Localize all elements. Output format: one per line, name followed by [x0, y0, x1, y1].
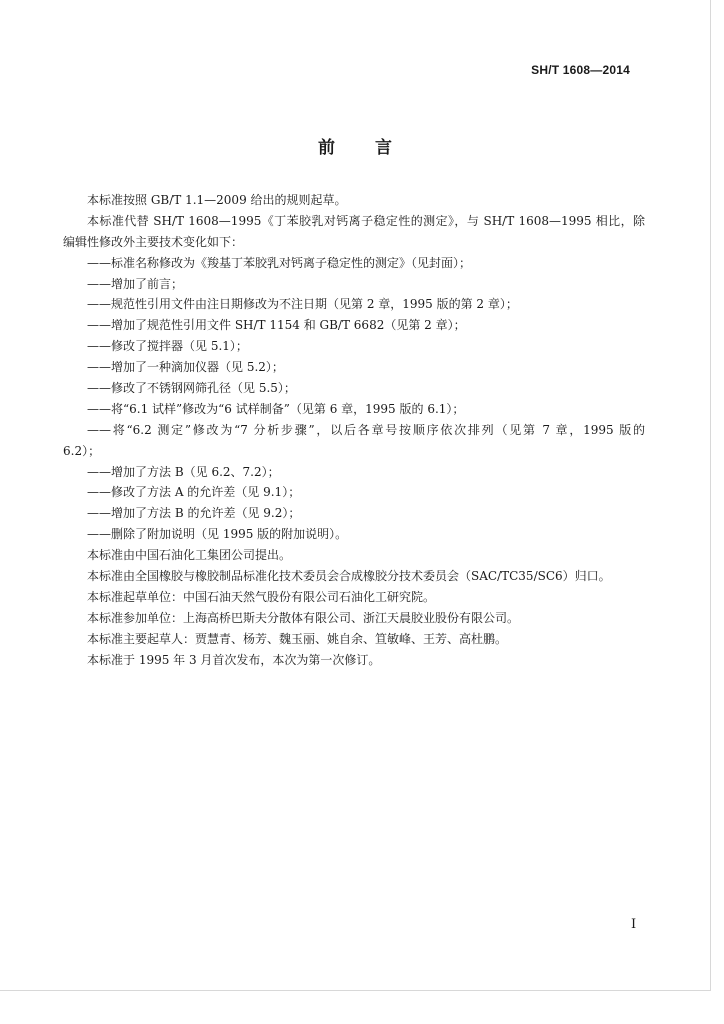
paragraph-line: 本标准由全国橡胶与橡胶制品标准化技术委员会合成橡胶分技术委员会（SAC/TC35/SC6）归口。 — [87, 569, 611, 584]
list-item: ——增加了规范性引用文件 SH/T 1154 和 GB/T 6682（见第 2 章）； — [87, 318, 466, 333]
title-char-2: 言 — [375, 138, 392, 158]
list-item: ——规范性引用文件由注日期修改为不注日期（见第 2 章，1995 版的第 2 章）； — [87, 297, 518, 312]
list-item: ——将“6.2 测定”修改为“7 分析步骤”，以后各章号按顺序依次排列（见第 7 章，1995 版的 — [87, 422, 645, 437]
list-item: ——增加了方法 B 的允许差（见 9.2）； — [87, 506, 301, 521]
list-item: ——增加了前言； — [87, 276, 184, 291]
paragraph-line: 本标准于 1995 年 3 月首次发布，本次为第一次修订。 — [87, 652, 381, 667]
list-item: ——将“6.1 试样”修改为“6 试样制备”（见第 6 章，1995 版的 6.1）； — [87, 401, 465, 416]
list-item: ——删除了附加说明（见 1995 版的附加说明）。 — [87, 527, 348, 542]
list-item: ——增加了一种滴加仪器（见 5.2）； — [87, 360, 284, 375]
list-item: ——修改了方法 A 的允许差（见 9.1）； — [87, 485, 301, 500]
list-item: ——修改了不锈钢网筛孔径（见 5.5）； — [87, 381, 296, 396]
paragraph-line: 本标准代替 SH/T 1608—1995《丁苯胶乳对钙离子稳定性的测定》，与 SH/T 1608—1995 相比，除 — [87, 213, 645, 228]
page-number: I — [631, 917, 637, 932]
section-title-foreword — [0, 133, 710, 158]
paragraph-line: 本标准起草单位：中国石油天然气股份有限公司石油化工研究院。 — [87, 589, 436, 604]
list-item: ——增加了方法 B（见 6.2、7.2）； — [87, 464, 280, 479]
title-char-1: 前 — [318, 138, 335, 158]
paragraph-line: 编辑性修改外主要技术变化如下： — [63, 234, 244, 249]
paragraph-line: 本标准主要起草人：贾慧青、杨芳、魏玉丽、姚自余、笪敏峰、王芳、高杜鹏。 — [87, 631, 508, 646]
standard-code-header: SH/T 1608—2014 — [531, 63, 630, 77]
list-item-continuation: 6.2）； — [63, 443, 101, 458]
list-item: ——修改了搅拌器（见 5.1）； — [87, 339, 248, 354]
paragraph-line: 本标准按照 GB/T 1.1—2009 给出的规则起草。 — [87, 193, 347, 207]
list-item: ——标准名称修改为《羧基丁苯胶乳对钙离子稳定性的测定》（见封面）； — [87, 255, 472, 270]
paragraph-line: 本标准参加单位：上海高桥巴斯夫分散体有限公司、浙江天晨胶业股份有限公司。 — [87, 610, 520, 625]
foreword-body — [63, 190, 645, 670]
paragraph-line: 本标准由中国石油化工集团公司提出。 — [87, 548, 292, 563]
